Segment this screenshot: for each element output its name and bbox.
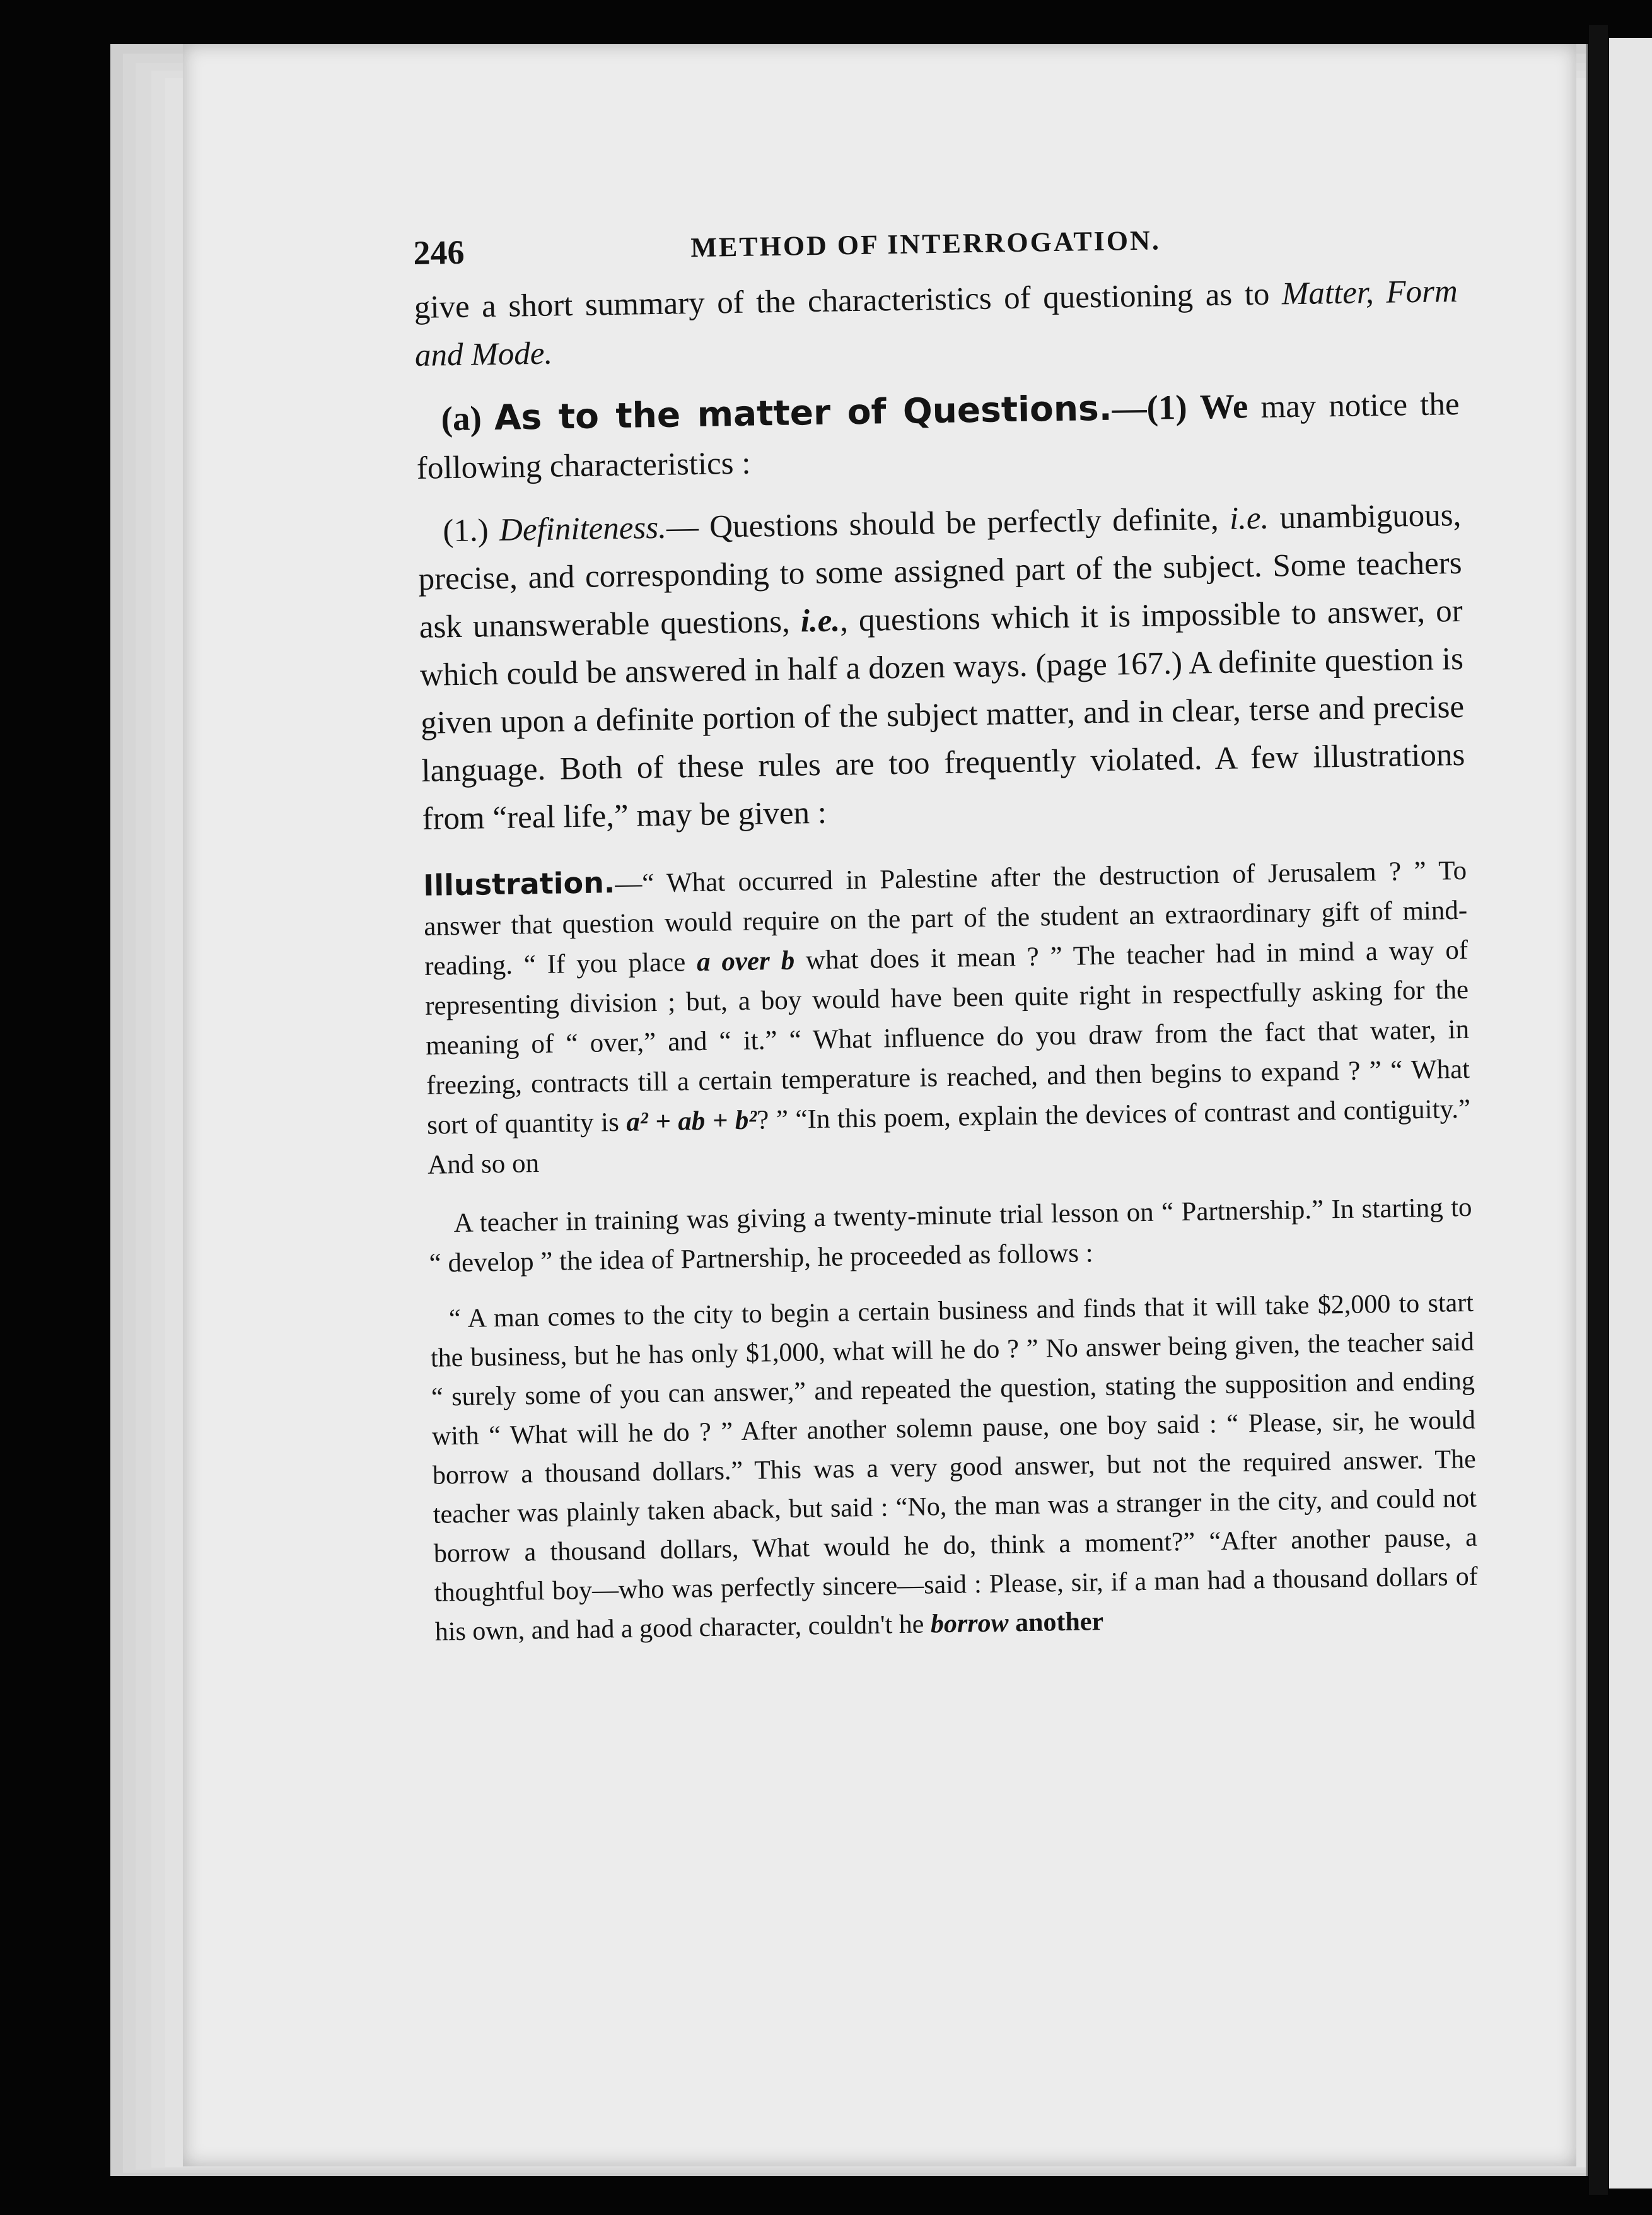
illustration-text-1: —“ What occurred in Palestine after the destruction of Jerusalem ? ” To answer that question would require on the part of the student an extraordinary gift of mind-reading. “ If you place: [423, 855, 1468, 981]
definiteness-ie-1: i.e.: [1229, 500, 1269, 537]
page-number: 246: [413, 233, 465, 272]
illustration-text-2: what does it mean ? ” The teacher had in mind a way of representing division ; but, a boy would have been quite right in respectfully asking for the meaning of “ over,” and “ it.” “ What influence do you draw from the fact that water, in freezing, contracts till a certain temperature is reached, and then begins to expand ? ” “ What sort of quantity is: [424, 935, 1470, 1140]
section-prefix: (a): [441, 399, 482, 438]
section-heading: As to the matter of Questions.: [494, 387, 1113, 438]
definiteness-paragraph: [417, 491, 1466, 843]
page-content: [413, 217, 1479, 1652]
section-number: —(1) We: [1112, 387, 1248, 428]
illustration-italic-1: a over b: [696, 945, 795, 978]
section-text: may notice the following characteristics :: [416, 386, 1460, 486]
definiteness-text-3: , questions which it is impossible to answer, or which could be answered in half a dozen ways. (page 167.) A definite question is given upon a definite portion of the subject matter, and in clear, terse and precise language. Both of these rules are too frequently violated. A few illustrations from “real life,” may be given :: [419, 593, 1465, 837]
illustration-text-3: ? ” “In this poem, explain the devices of contrast and contiguity.” And so on: [427, 1094, 1471, 1180]
definiteness-text-1: — Questions should be perfectly definite,: [666, 501, 1219, 546]
training-paragraph: [428, 1188, 1473, 1283]
running-head: METHOD OF INTERROGATION.: [690, 225, 1161, 264]
quote-text-2: another: [1015, 1607, 1104, 1638]
quote-text-1: “ A man comes to the city to begin a certain business and finds that it will take $2,000 to start the business, but he has only $1,000, what will he do ? ” No answer being given, the teacher said “ surely some of you can answer,” and repeated the question, stating the supposition and ending with “ What will he do ? ” After another solemn pause, one boy said : “ Please, sir, he would borrow a thousand dollars.” This was a very good answer, but not the required answer. The teacher was plainly taken aback, but said : “No, the man was a stranger in the city, and could not borrow a thousand dollars, What would he do, think a moment?” “After another pause, a thoughtful boy—who was perfectly sincere—said : Please, sir, if a man had a thousand dollars of his own, and had a good character, couldn't he: [430, 1288, 1479, 1647]
illustration-formula: a² + ab + b²: [625, 1105, 757, 1137]
facing-page-edge: [1609, 38, 1652, 2189]
intro-italic: Matter, Form and Mode.: [414, 273, 1458, 373]
definiteness-text-2: unambiguous, precise, and corresponding to some assigned part of the subject. Some teachers ask unanswerable questions,: [418, 497, 1462, 645]
definiteness-term: Definiteness.: [499, 510, 667, 548]
definiteness-ie-2: i.e.: [800, 603, 841, 640]
intro-paragraph: [414, 267, 1458, 380]
illustration-label: Illustration.: [422, 865, 615, 903]
book-gutter: [1589, 25, 1608, 2195]
training-text: A teacher in training was giving a twenty-minute trial lesson on “ Partnership.” In starting to “ develop ” the idea of Partnership, he proceeded as follows :: [429, 1192, 1472, 1278]
illustration-paragraph: [423, 850, 1472, 1185]
section-a-paragraph: [416, 378, 1460, 493]
quote-italic: borrow: [930, 1608, 1009, 1639]
intro-text: give a short summary of the characteristics of questioning as to: [414, 276, 1270, 325]
definiteness-number: (1.): [442, 513, 489, 549]
quote-paragraph: [430, 1283, 1479, 1652]
